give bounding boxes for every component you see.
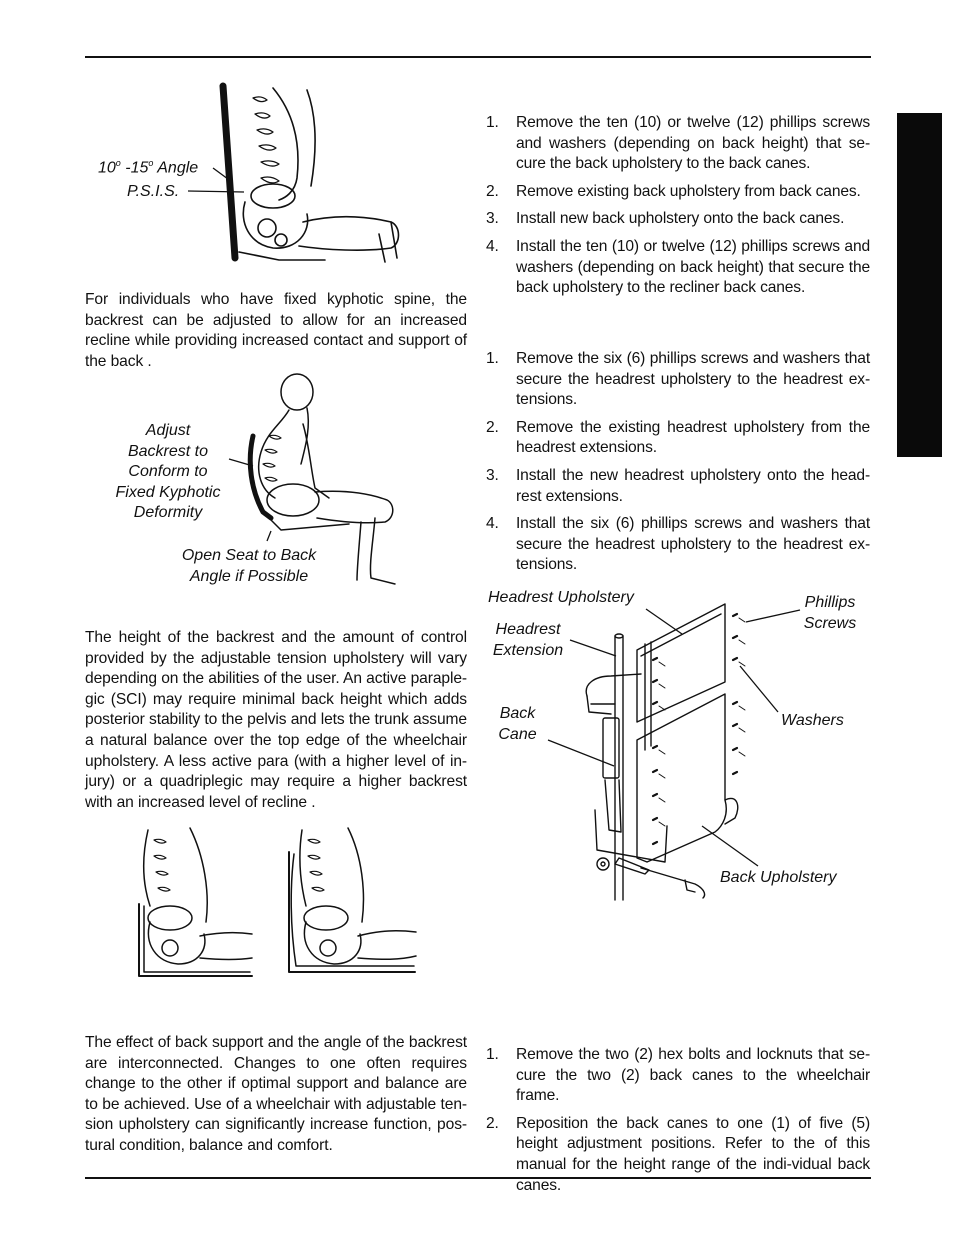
headrest-upholstery-label: Headrest Upholstery bbox=[488, 589, 634, 606]
step-text: Remove the two (2) hex bolts and locknuts that se-cure the two (2) back canes to the wheelchair frame. bbox=[516, 1046, 870, 1105]
height-adjust-steps bbox=[486, 1045, 870, 1196]
adjust-line-2: Backrest to bbox=[127, 442, 209, 460]
step-number: 3. bbox=[486, 210, 499, 228]
degree-mark: o bbox=[115, 158, 121, 168]
list-item bbox=[486, 237, 870, 299]
angle-word: Angle bbox=[153, 159, 199, 177]
step-number: 2. bbox=[486, 1114, 499, 1132]
step-text: Reposition the back canes to one (1) of five (5) height adjustment positions. Refer to the of this manual for the height range of the indi-vidual back canes. bbox=[516, 1114, 870, 1194]
back-cane-line-1: Back bbox=[499, 705, 536, 722]
psis-label: P.S.I.S. bbox=[127, 183, 180, 200]
list-item bbox=[486, 418, 870, 459]
step-text: Install the six (6) phillips screws and washers that secure the headrest upholstery to the headrest ex-tensions. bbox=[516, 515, 870, 574]
step-number: 1. bbox=[486, 1046, 499, 1063]
step-text: Remove existing back upholstery from back canes. bbox=[516, 182, 861, 200]
step-text: Remove the ten (10) or twelve (12) phillips screws and washers (depending on back height) that se-cure the back upholstery to the back canes. bbox=[516, 114, 870, 173]
section-tab bbox=[897, 113, 942, 457]
fig4-leaders bbox=[540, 600, 810, 890]
list-item bbox=[486, 1045, 870, 1107]
back-upholstery-label: Back Upholstery bbox=[720, 869, 837, 886]
list-item bbox=[486, 209, 870, 230]
open-line-1: Open Seat to Back bbox=[181, 547, 317, 564]
back-upholstery-steps bbox=[486, 113, 870, 299]
backrest-height-paragraph: The height of the backrest and the amount of control provided by the adjustable tension upholstery will vary depending on the abilities of the user. An active paraple-gic (SCI) may require minimal back height which adds posterior stability to the pelvis and lets the trunk assume a natural balance over the top edge of the wheelchair upholstery. A less active para (with a higher level of in-jury) or a quadriplegic may require a higher backrest with an increased level of recline . bbox=[85, 629, 467, 811]
step-text: Remove the six (6) phillips screws and washers that secure the headrest upholstery to the headrest ex-tensions. bbox=[516, 350, 870, 409]
step-text: Remove the existing headrest upholstery from the headrest extensions. bbox=[516, 418, 870, 457]
headrest-extension-line-2: Extension bbox=[492, 641, 564, 659]
top-rule bbox=[85, 56, 871, 58]
step-number: 3. bbox=[486, 466, 499, 484]
list-item bbox=[486, 514, 870, 576]
list-item bbox=[486, 182, 870, 203]
headrest-steps bbox=[486, 349, 870, 576]
angle-value-low: 10 bbox=[98, 159, 116, 177]
kyphotic-paragraph: For individuals who have fixed kyphotic spine, the backrest can be adjusted to allow for an increased recline while providing increased contact and support of the back . bbox=[85, 291, 467, 370]
step-text: Install new back upholstery onto the back canes. bbox=[516, 210, 845, 228]
back-cane-line-2: Cane bbox=[498, 725, 537, 743]
fig2-leaders bbox=[225, 455, 285, 545]
step-text: Install the ten (10) or twelve (12) phillips screws and washers (depending on back height) that secure the back upholstery to the recliner back canes. bbox=[516, 237, 870, 297]
step-number: 2. bbox=[486, 182, 499, 200]
step-number: 2. bbox=[486, 418, 499, 436]
step-number: 1. bbox=[486, 350, 499, 367]
back-cane-label bbox=[490, 704, 545, 745]
angle-value-high: -15 bbox=[120, 159, 149, 177]
list-item bbox=[486, 466, 870, 507]
open-seat-label bbox=[166, 546, 332, 587]
figure-backrest-comparison bbox=[130, 826, 425, 981]
degree-mark: o bbox=[148, 158, 154, 168]
fig1-leaders bbox=[180, 160, 250, 200]
step-number: 4. bbox=[486, 237, 499, 255]
open-line-2: Angle if Possible bbox=[189, 567, 309, 585]
back-support-paragraph: The effect of back support and the angle of the backrest are interconnected. Changes to one often requires change to the other if optimal support and balance are to be achieved. Use of a wheelchair with adjustable ten-sion upholstery can significantly increase function, pos-tural condition, balance and comfort. bbox=[85, 1034, 467, 1154]
phillips-line-2: Screws bbox=[803, 614, 857, 632]
step-text: Install the new headrest upholstery onto the head-rest extensions. bbox=[516, 466, 870, 505]
washers-label: Washers bbox=[781, 712, 844, 729]
phillips-line-1: Phillips bbox=[804, 594, 856, 611]
adjust-line-1: Adjust bbox=[145, 422, 191, 439]
step-number: 1. bbox=[486, 114, 499, 131]
adjust-line-5: Deformity bbox=[133, 504, 203, 522]
list-item bbox=[486, 349, 870, 411]
list-item bbox=[486, 1114, 870, 1196]
step-number: 4. bbox=[486, 515, 499, 533]
adjust-line-3: Conform to bbox=[128, 463, 208, 481]
list-item bbox=[486, 113, 870, 175]
adjust-line-4: Fixed Kyphotic bbox=[115, 483, 221, 501]
headrest-extension-line-1: Headrest bbox=[495, 621, 561, 638]
adjust-backrest-label bbox=[100, 421, 236, 524]
